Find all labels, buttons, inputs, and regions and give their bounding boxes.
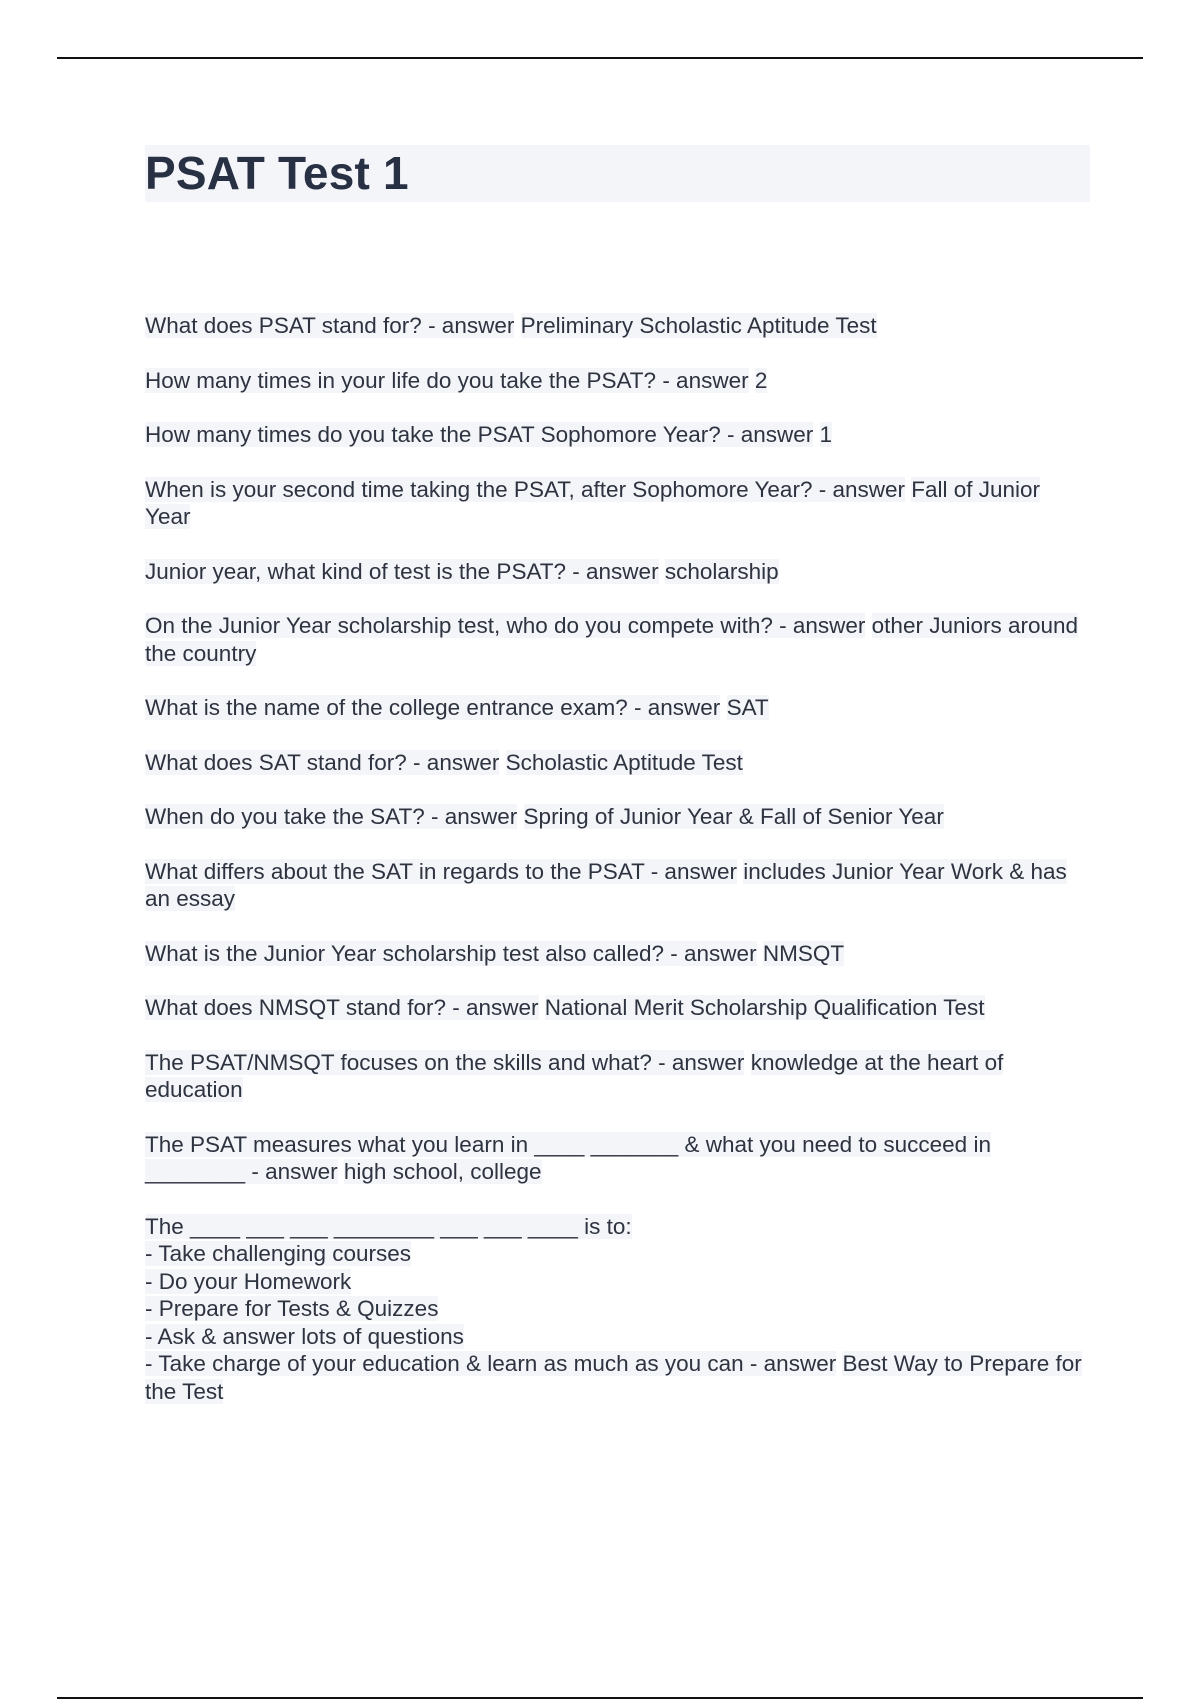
qa-item — [145, 1213, 1090, 1406]
question-text: When is your second time taking the PSAT, after Sophomore Year? - answer — [145, 476, 905, 502]
question-text: On the Junior Year scholarship test, who do you compete with? - answer — [145, 613, 866, 638]
qa-item — [145, 476, 1090, 531]
answer-text: high school, college — [343, 1159, 542, 1184]
question-text: The ____ ___ ___ ________ ___ ___ ____ is to: - Take challenging courses - Do your Homework - Prepare for Tests & Quizzes - Ask & answer lots of questions - Take charge of your education & learn as much as you can - answer — [145, 1213, 837, 1376]
answer-text: 2 — [754, 367, 768, 393]
qa-item — [145, 694, 1090, 722]
qa-item — [145, 312, 1090, 340]
qa-item — [145, 940, 1090, 968]
question-text: What does PSAT stand for? - answer — [145, 313, 515, 338]
answer-text: 1 — [819, 422, 833, 447]
qa-item — [145, 858, 1090, 913]
answer-text: Scholastic Aptitude Test — [505, 749, 743, 775]
answer-text: National Merit Scholarship Qualification Test — [544, 995, 985, 1020]
qa-item — [145, 749, 1090, 777]
bottom-rule — [57, 1697, 1143, 1699]
document-body — [145, 145, 1090, 1432]
top-rule — [57, 57, 1143, 59]
qa-item — [145, 1049, 1090, 1104]
answer-text: SAT — [726, 695, 769, 720]
answer-text: NMSQT — [762, 940, 845, 966]
qa-item — [145, 803, 1090, 831]
question-text: The PSAT/NMSQT focuses on the skills and what? - answer — [145, 1049, 745, 1075]
question-text: When do you take the SAT? - answer — [145, 804, 518, 829]
question-text: What does SAT stand for? - answer — [145, 749, 500, 775]
answer-text: includes Junior Year Work & has an essay — [145, 858, 1067, 911]
answer-text: scholarship — [664, 558, 779, 584]
answer-text: knowledge at the heart of education — [145, 1049, 1004, 1102]
answer-text: Preliminary Scholastic Aptitude Test — [520, 313, 877, 338]
question-text: What is the name of the college entrance exam? - answer — [145, 695, 721, 720]
question-text: What does NMSQT stand for? - answer — [145, 995, 539, 1020]
question-text: What is the Junior Year scholarship test also called? - answer — [145, 940, 757, 966]
title-block — [145, 145, 1090, 202]
qa-item — [145, 612, 1090, 667]
answer-text: other Juniors around the country — [145, 613, 1079, 666]
qa-item — [145, 1131, 1090, 1186]
qa-item — [145, 367, 1090, 395]
question-text: What differs about the SAT in regards to the PSAT - answer — [145, 858, 737, 884]
question-text: The PSAT measures what you learn in ____ _______ & what you need to succeed in ________ - answer — [145, 1131, 991, 1184]
answer-text: Fall of Junior Year — [145, 476, 1041, 529]
document-title: PSAT Test 1 — [145, 147, 409, 199]
answer-text: Best Way to Prepare for the Test — [145, 1351, 1082, 1404]
question-text: How many times do you take the PSAT Sophomore Year? - answer — [145, 422, 814, 447]
qa-item — [145, 558, 1090, 586]
qa-item — [145, 421, 1090, 449]
question-list — [145, 312, 1090, 1405]
answer-text: Spring of Junior Year & Fall of Senior Year — [523, 804, 944, 829]
question-text: How many times in your life do you take the PSAT? - answer — [145, 367, 749, 393]
qa-item — [145, 994, 1090, 1022]
question-text: Junior year, what kind of test is the PSAT? - answer — [145, 558, 659, 584]
